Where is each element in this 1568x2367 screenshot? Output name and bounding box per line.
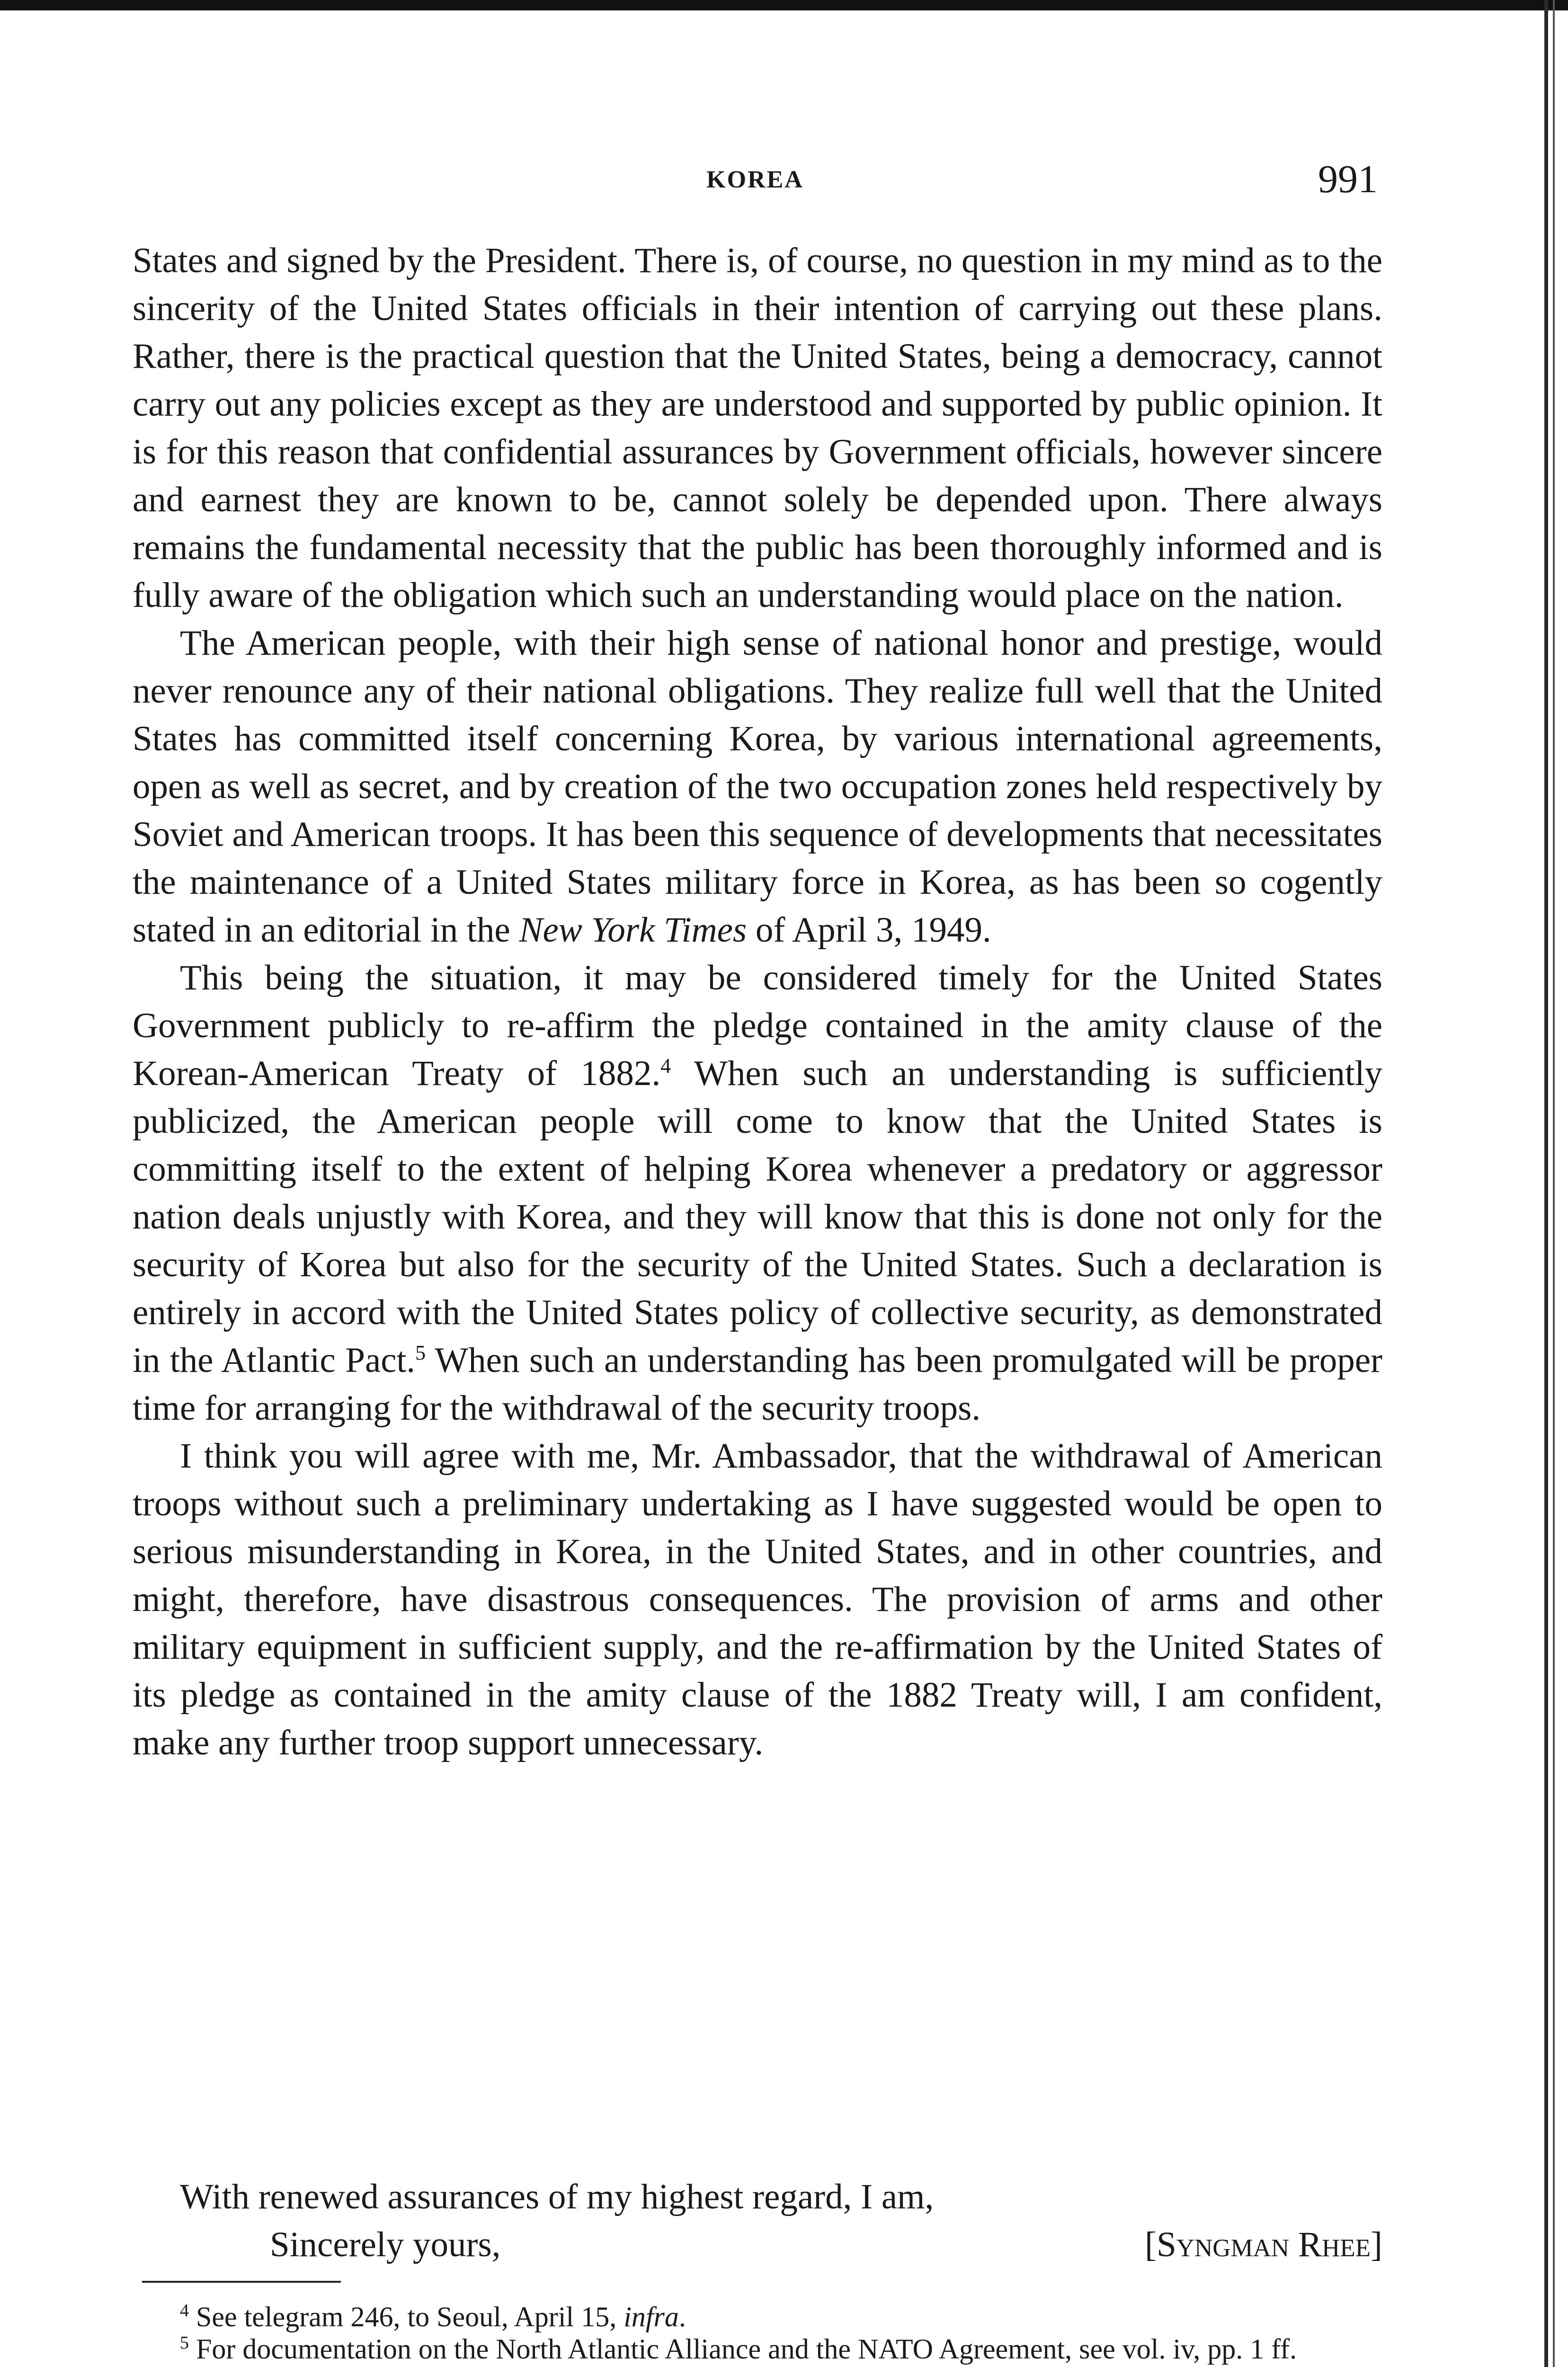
footnote-text-end: . [678,2301,686,2332]
text-run: of April 3, 1949. [747,910,991,950]
letter-body [133,237,1382,1767]
text-run: The American people, with their high sense of national honor and prestige, would never renounce any of their national obligations. They realize full well that the United States has committed itself concerning Korea, by various international agreements, open as well as secret, and by creation of the two occupation zones held respectively by Soviet and American troops. It has been this sequence of developments that necessitates the maintenance of a United States military force in Korea, as has been so cogently stated in an editorial in the [133,623,1382,950]
closing-line: With renewed assurances of my highest regard, I am, [180,2177,934,2216]
signature-close-bracket: ] [1371,2225,1382,2264]
text-run: This being the situation, it may be considered timely for the United States Government publicly to re-affirm the pledge contained in the amity clause of the Korean-American Treaty of 1882. [133,958,1382,1093]
footnote-mark: 4 [180,2301,189,2321]
footnotes [133,2301,1382,2365]
page-edge-shadow-inner [1553,0,1555,2367]
letter-closing [133,2173,1382,2269]
footnote-text: For documentation on the North Atlantic Alliance and the NATO Agreement, see vol. iv, pp. 1 ff. [189,2333,1297,2365]
signature-name: Syngman Rhee [1157,2225,1371,2264]
text-run: I think you will agree with me, Mr. Ambassador, that the withdrawal of American troops without such a preliminary undertaking as I have suggested would be open to serious misunderstanding in Korea, in the United States, and in other countries, and might, therefore, have disastrous consequences. The provision of arms and other military equipment in sufficient supply, and the re-affirmation by the United States of its pledge as contained in the amity clause of the 1882 Treaty will, I am confident, make any further troop support unnecessary. [133,1436,1382,1762]
italic-text: New York Times [519,910,747,950]
footnote-text: See telegram 246, to Seoul, April 15, [189,2301,624,2332]
footnote [133,2333,1382,2365]
paragraph [133,1432,1382,1767]
footnote-mark: 5 [180,2333,189,2353]
footnote-reference: 5 [415,1341,426,1364]
footnote-separator [142,2281,341,2283]
text-run: States and signed by the President. There is, of course, no question in my mind as to the sincerity of the United States officials in their intention of carrying out these plans. Rather, there is the practical question that the United States, being a democracy, cannot carry out any policies except as they are understood and supported by public opinion. It is for this reason that confidential assurances by Government officials, however sincere and earnest they are known to be, cannot solely be depended upon. There always remains the fundamental necessity that the public has been thoroughly informed and is fully aware of the obligation which such an understanding would place on the nation. [133,241,1382,615]
paragraph [133,619,1382,954]
text-run: When such an understanding has been promulgated will be proper time for arranging for the withdrawal of the security troops. [133,1341,1382,1428]
signature-block [1145,2221,1382,2269]
footnote-reference: 4 [660,1054,671,1077]
footnote-italic: infra [624,2301,679,2332]
footnote [133,2301,1382,2333]
valediction: Sincerely yours, [270,2225,501,2264]
paragraph [133,237,1382,619]
page-edge-shadow [1544,0,1548,2367]
text-run: When such an understanding is sufficiently publicized, the American people will come to know that the United States is committing itself to the extent of helping Korea whenever a predatory or aggressor nation deals unjustly with Korea, and they will know that this is done not only for the security of Korea but also for the security of the United States. Such a declaration is entirely in accord with the United States policy of collective security, as demonstrated in the Atlantic Pact. [133,1054,1382,1380]
page-number: 991 [1318,157,1378,201]
signature-open-bracket: [ [1145,2225,1157,2264]
running-head [133,156,1378,199]
paragraph [133,954,1382,1432]
signature-line [133,2221,1382,2269]
top-border-rule [0,0,1568,10]
running-title: KOREA [706,166,804,193]
